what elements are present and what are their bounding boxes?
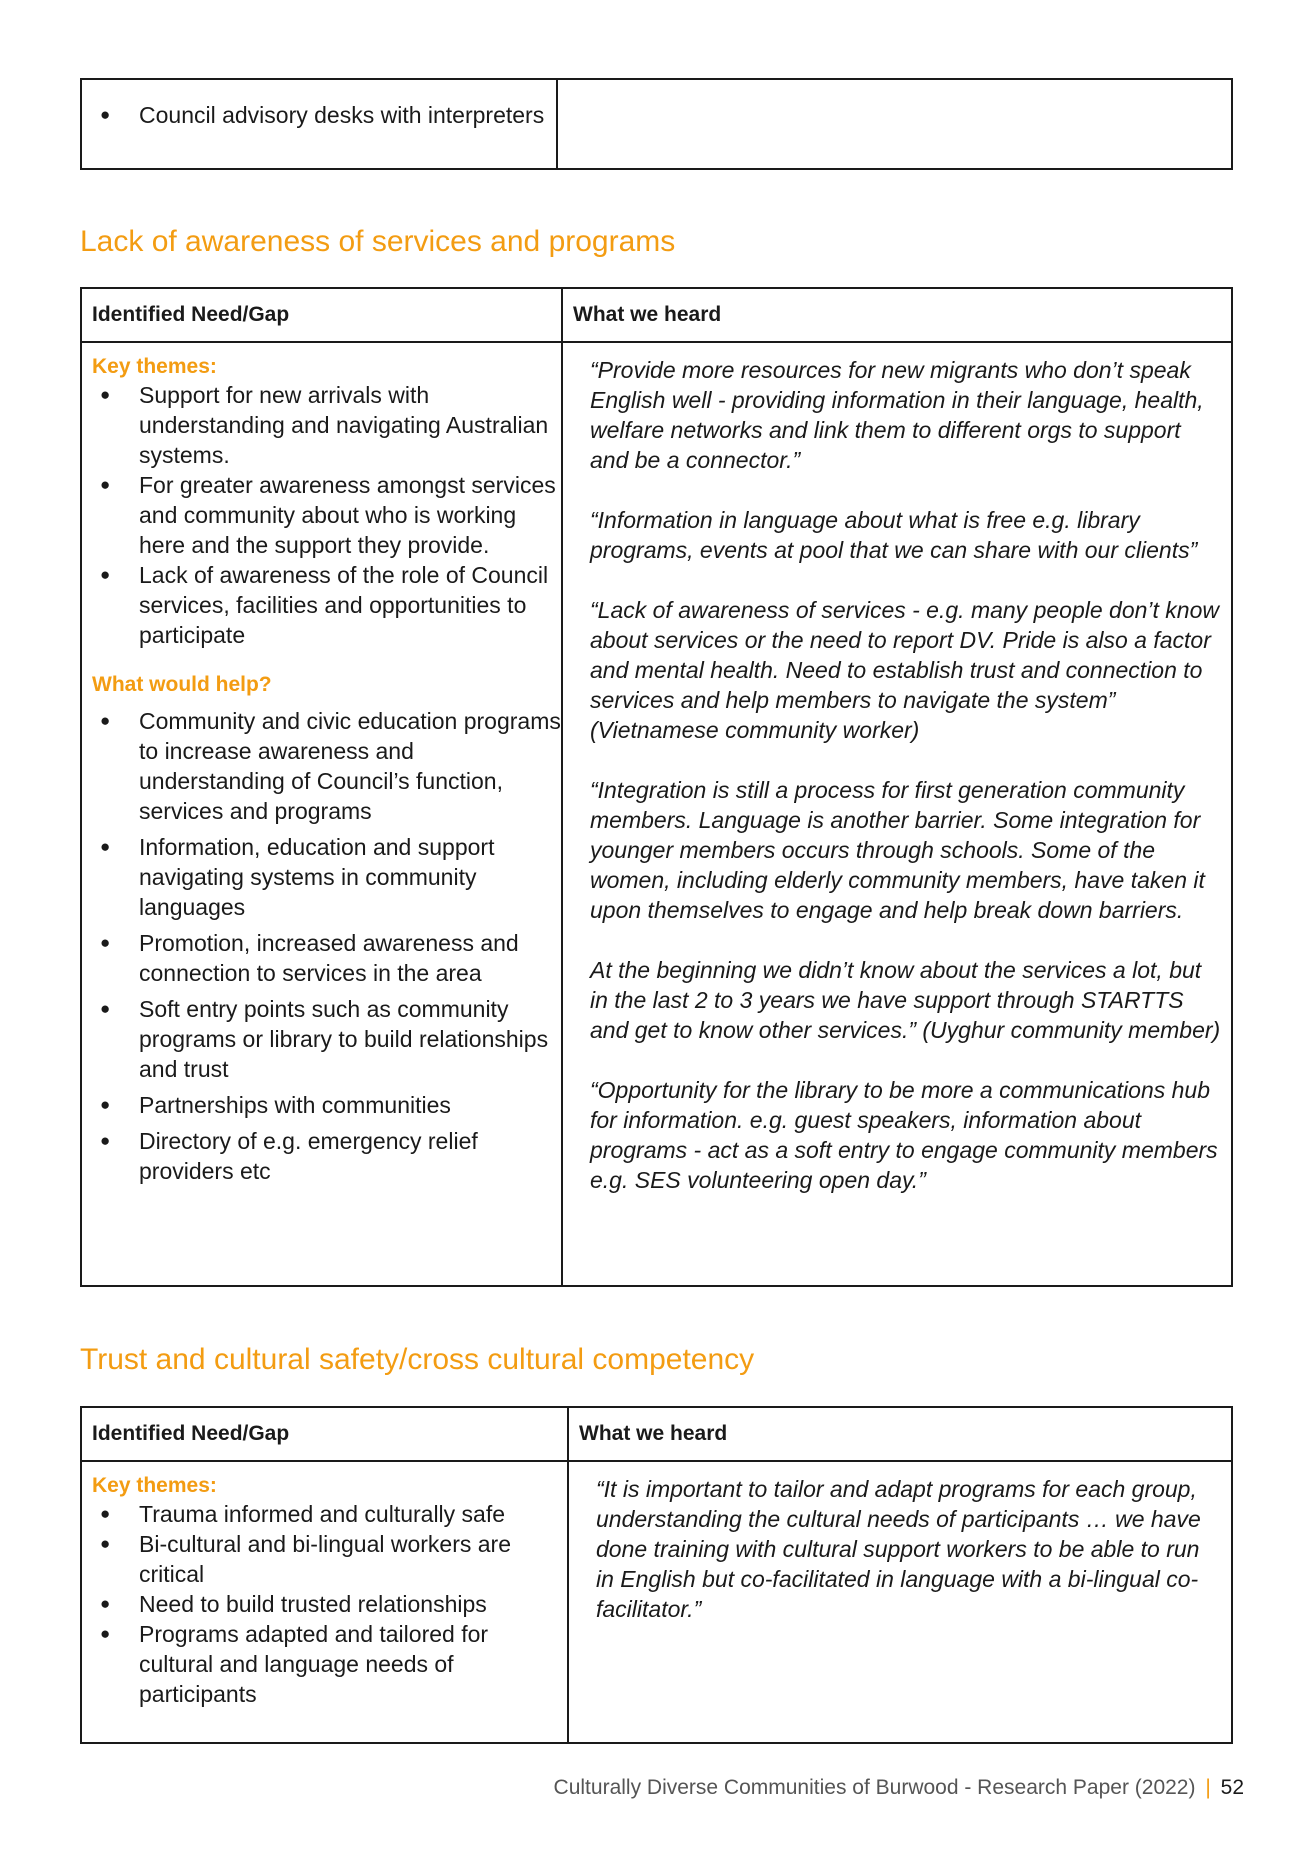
footer-separator: | (1205, 1776, 1211, 1799)
page-number: 52 (1220, 1776, 1244, 1799)
quote: “Lack of awareness of services - e.g. many people don’t know about services or the need to report DV. Pride is also a factor and mental health. Need to establish trust and connection to services and help members to navigate the system” (Vietnamese community worker) (590, 597, 1219, 743)
quote: “Opportunity for the library to be more a communications hub for information. e.g. guest speakers, information about programs - act as a soft entry to engage community members e.g. SES volunteering open day.” (590, 1077, 1218, 1193)
footer-title: Culturally Diverse Communities of Burwood - Research Paper (2022) (553, 1776, 1196, 1799)
list-item: ● Council advisory desks with interpreters (82, 100, 556, 130)
key-themes-label: Key themes: (92, 1474, 217, 1497)
section-heading-awareness: Lack of awareness of services and programs (80, 225, 676, 258)
header-what-we-heard: What we heard (579, 1422, 728, 1445)
top-table (80, 78, 1233, 170)
section-heading-trust: Trust and cultural safety/cross cultural competency (80, 1343, 755, 1376)
awareness-table (80, 287, 1233, 1287)
quotes-cell (563, 343, 1231, 1287)
list-item: ● Need to build trusted relationships (82, 1589, 567, 1619)
top-table-right-cell (558, 80, 1231, 168)
list-item: ● For greater awareness amongst services and community about who is working here and the support they provide. (82, 470, 561, 560)
list-item: ● Trauma informed and culturally safe (82, 1499, 567, 1529)
table-header-row (82, 1408, 1231, 1462)
quote: “Information in language about what is free e.g. library programs, events at pool that we can share with our clients” (590, 507, 1198, 563)
header-what-we-heard: What we heard (573, 303, 722, 326)
key-themes-label: Key themes: (92, 355, 217, 378)
table-header-row (82, 289, 1231, 343)
quote: “Provide more resources for new migrants who don’t speak English well - providing information in their language, health, welfare networks and link them to different orgs to support and be a connector.” (590, 357, 1204, 473)
quote: At the beginning we didn’t know about the services a lot, but in the last 2 to 3 years we have support through STARTTS and get to know other services.” (Uyghur community member) (590, 957, 1221, 1043)
quote: “It is important to tailor and adapt programs for each group, understanding the cultural needs of participants … we have done training with cultural support workers to be able to run in English but co-facilitated in language with a bi-lingual co-facilitator.” (596, 1476, 1201, 1622)
trust-table (80, 1406, 1233, 1744)
quote: “Integration is still a process for first generation community members. Language is another barrier. Some integration for younger members occurs through schools. Some of the women, including elderly community members, have taken it upon themselves to engage and help break down barriers. (590, 777, 1205, 923)
top-table-left-cell (82, 80, 558, 168)
list-item: ● Programs adapted and tailored for cultural and language needs of participants (82, 1619, 567, 1709)
needs-cell (82, 343, 563, 1287)
list-item: ● Support for new arrivals with understanding and navigating Australian systems. (82, 380, 561, 470)
list-item: ● Partnerships with communities (82, 1090, 561, 1120)
list-item: ● Promotion, increased awareness and connection to services in the area (82, 928, 561, 988)
what-would-help-label: What would help? (92, 673, 272, 696)
header-identified-need: Identified Need/Gap (82, 289, 563, 341)
list-item: ● Soft entry points such as community programs or library to build relationships and trust (82, 994, 561, 1084)
list-item: ● Information, education and support navigating systems in community languages (82, 832, 561, 922)
page-footer (554, 1776, 1244, 1800)
header-identified-need: Identified Need/Gap (82, 1408, 569, 1460)
list-item: ● Bi-cultural and bi-lingual workers are critical (82, 1529, 567, 1589)
list-item: ● Lack of awareness of the role of Council services, facilities and opportunities to participate (82, 560, 561, 650)
quotes-cell (569, 1462, 1231, 1744)
list-item: ● Community and civic education programs to increase awareness and understanding of Council’s function, services and programs (82, 706, 561, 826)
needs-cell (82, 1462, 569, 1744)
list-item: ● Directory of e.g. emergency relief providers etc (82, 1126, 561, 1186)
